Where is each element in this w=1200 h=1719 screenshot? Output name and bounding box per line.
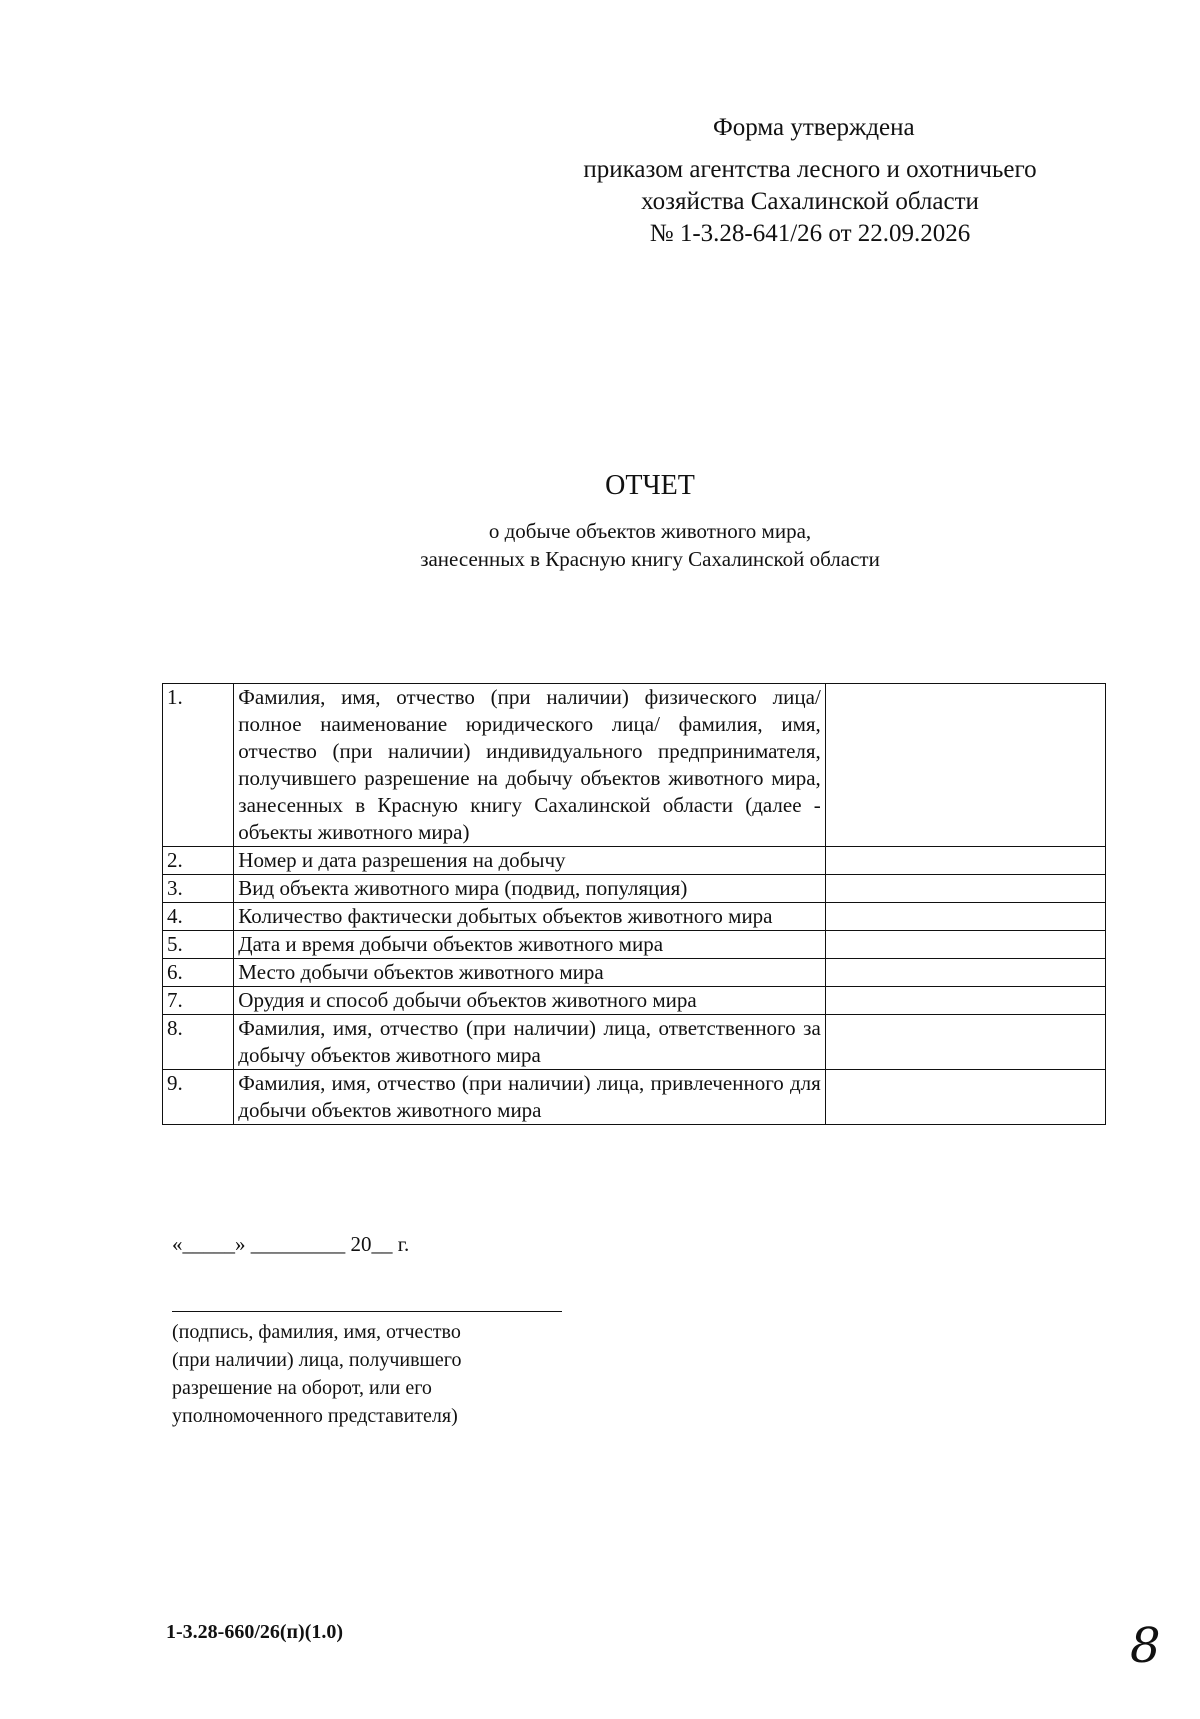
row-number: 7.	[163, 987, 234, 1015]
row-label: Вид объекта животного мира (подвид, популяция)	[234, 875, 826, 903]
report-subtitle	[0, 517, 1200, 573]
approval-line-2: хозяйства Сахалинской области	[641, 188, 979, 215]
row-label: Фамилия, имя, отчество (при наличии) лица, ответственного за добычу объектов животного мира	[234, 1015, 826, 1070]
signature-caption	[172, 1318, 592, 1430]
table-row	[163, 959, 1106, 987]
row-value-field[interactable]	[825, 684, 1105, 847]
row-number: 5.	[163, 931, 234, 959]
row-label: Фамилия, имя, отчество (при наличии) лица, привлеченного для добычи объектов животного мира	[234, 1070, 826, 1125]
row-number: 2.	[163, 847, 234, 875]
table-row	[163, 931, 1106, 959]
signature-caption-line-2: (при наличии) лица, получившего	[172, 1349, 462, 1371]
signature-caption-line-1: (подпись, фамилия, имя, отчество	[172, 1321, 461, 1343]
row-label: Орудия и способ добычи объектов животного мира	[234, 987, 826, 1015]
row-label: Фамилия, имя, отчество (при наличии) физического лица/ полное наименование юридического лица/ фамилия, имя, отчество (при наличии) индивидуального предпринимателя, получившего разрешение на добычу объектов животного мира, занесенных в Красную книгу Сахалинской области (далее - объекты животного мира)	[234, 684, 826, 847]
row-value-field[interactable]	[825, 931, 1105, 959]
approval-title: Форма утверждена	[713, 114, 915, 141]
report-subtitle-line-1: о добыче объектов животного мира,	[488, 519, 812, 543]
page-number: 8	[1130, 1618, 1161, 1674]
row-value-field[interactable]	[825, 875, 1105, 903]
approval-line-3: № 1-3.28-641/26 от 22.09.2026	[649, 220, 971, 247]
table-row	[163, 903, 1106, 931]
row-number: 9.	[163, 1070, 234, 1125]
row-number: 3.	[163, 875, 234, 903]
row-value-field[interactable]	[825, 903, 1105, 931]
row-value-field[interactable]	[825, 847, 1105, 875]
table-row	[163, 1015, 1106, 1070]
report-table	[162, 683, 1106, 1125]
row-value-field[interactable]	[825, 1070, 1105, 1125]
report-title: ОТЧЕТ	[605, 470, 695, 501]
report-subtitle-line-2: занесенных в Красную книгу Сахалинской области	[420, 547, 880, 571]
row-label: Количество фактически добытых объектов животного мира	[234, 903, 826, 931]
signature-caption-line-3: разрешение на оборот, или его	[172, 1377, 432, 1399]
row-number: 8.	[163, 1015, 234, 1070]
table-row	[163, 987, 1106, 1015]
signature-line[interactable]	[172, 1311, 562, 1312]
row-number: 4.	[163, 903, 234, 931]
signature-caption-line-4: уполномоченного представителя)	[172, 1405, 458, 1427]
table-row	[163, 684, 1106, 847]
row-label: Место добычи объектов животного мира	[234, 959, 826, 987]
table-row	[163, 847, 1106, 875]
row-number: 6.	[163, 959, 234, 987]
approval-stamp	[520, 112, 1100, 250]
row-label: Номер и дата разрешения на добычу	[234, 847, 826, 875]
row-value-field[interactable]	[825, 1015, 1105, 1070]
approval-line-1: приказом агентства лесного и охотничьего	[583, 156, 1037, 183]
document-code: 1-3.28-660/26(п)(1.0)	[166, 1621, 344, 1643]
row-number: 1.	[163, 684, 234, 847]
row-label: Дата и время добычи объектов животного мира	[234, 931, 826, 959]
row-value-field[interactable]	[825, 959, 1105, 987]
date-line[interactable]: «_____» _________ 20__ г.	[172, 1232, 410, 1256]
table-row	[163, 875, 1106, 903]
row-value-field[interactable]	[825, 987, 1105, 1015]
table-row	[163, 1070, 1106, 1125]
